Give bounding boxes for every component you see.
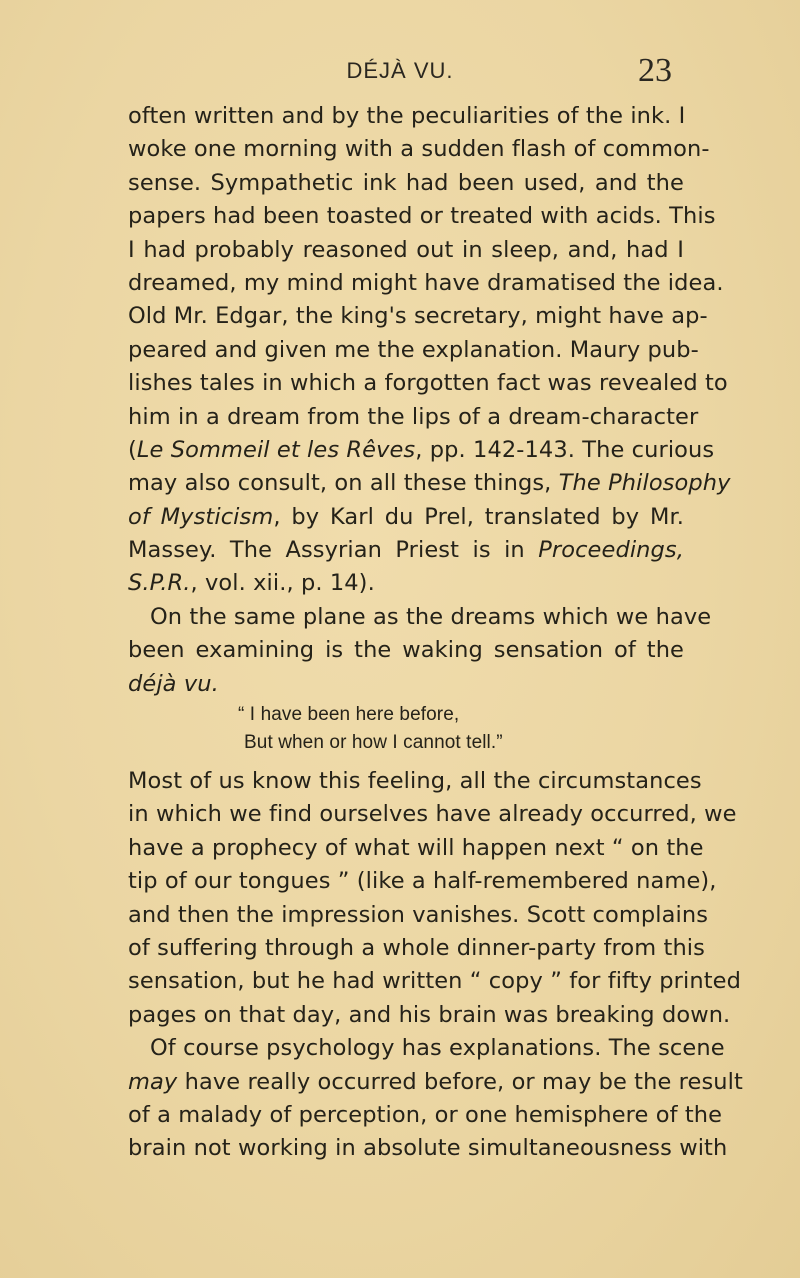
text-line: papers had been toasted or treated with acids. This xyxy=(128,203,716,230)
page-number: 23 xyxy=(638,52,672,89)
text-fragment: may also consult, on all these things, xyxy=(128,470,559,497)
text-fragment: , by Karl du Prel, translated by Mr. xyxy=(273,503,684,530)
journal-title-italic: Proceedings, xyxy=(538,537,684,564)
verse-line: But when or how I cannot tell.” xyxy=(244,732,503,754)
book-title-italic: Le Sommeil et les Rêves xyxy=(136,436,416,463)
verse-line: “ I have been here before, xyxy=(238,704,460,726)
text-line: in which we find ourselves have already occurred, we xyxy=(128,801,737,828)
text-line: dreamed, my mind might have dramatised the idea. xyxy=(128,269,724,296)
text-line xyxy=(128,501,684,534)
text-line: and then the impression vanishes. Scott complains xyxy=(128,901,709,928)
body-text xyxy=(128,100,743,1166)
text-line: tip of our tongues ” (like a half-remembered name), xyxy=(128,868,717,895)
page-header xyxy=(0,52,800,94)
text-line: of suffering through a whole dinner-party from this xyxy=(128,934,705,961)
text-line: On the same plane as the dreams which we have xyxy=(150,603,712,630)
emphasis-italic: may xyxy=(128,1068,178,1095)
text-line: been examining is the waking sensation of the xyxy=(128,637,684,664)
text-fragment: , pp. 142-143. The curious xyxy=(415,436,715,463)
text-line: have a prophecy of what will happen next “ on the xyxy=(128,834,704,861)
text-line xyxy=(128,534,684,567)
text-fragment: Massey. The Assyrian Priest is in xyxy=(128,537,539,564)
text-line: of a malady of perception, or one hemisphere of the xyxy=(128,1101,723,1128)
text-line: peared and given me the explanation. Maury pub- xyxy=(128,336,699,363)
text-fragment: have really occurred before, or may be the result xyxy=(177,1068,743,1095)
text-line xyxy=(128,1066,743,1099)
text-line: brain not working in absolute simultaneousness with xyxy=(128,1135,728,1162)
running-head: DÉJÀ VU. xyxy=(346,58,454,83)
text-line xyxy=(128,467,731,500)
text-line xyxy=(128,567,684,600)
text-line: Old Mr. Edgar, the king's secretary, might have ap- xyxy=(128,303,708,330)
text-line: woke one morning with a sudden flash of common- xyxy=(128,136,710,163)
text-line: Of course psychology has explanations. The scene xyxy=(150,1035,725,1062)
term-italic: déjà vu. xyxy=(128,670,219,697)
book-title-italic: The Philosophy xyxy=(558,470,731,497)
text-line xyxy=(128,434,715,467)
text-fragment: , vol. xii., p. 14). xyxy=(190,570,375,597)
text-line: lishes tales in which a forgotten fact was revealed to xyxy=(128,370,728,397)
text-line: sensation, but he had written “ copy ” for fifty printed xyxy=(128,968,741,995)
text-line xyxy=(128,668,684,701)
text-line: often written and by the peculiarities of the ink. I xyxy=(128,103,686,129)
text-fragment: ( xyxy=(128,436,137,463)
book-title-italic: of Mysticism xyxy=(128,503,274,530)
journal-abbrev-italic: S.P.R. xyxy=(128,570,191,597)
spacer xyxy=(128,757,684,765)
text-line: Most of us know this feeling, all the circumstances xyxy=(128,768,702,795)
text-line: I had probably reasoned out in sleep, and, had I xyxy=(128,236,684,263)
verse-quote xyxy=(128,701,684,757)
text-line: pages on that day, and his brain was breaking down. xyxy=(128,1001,731,1028)
text-line: him in a dream from the lips of a dream-character xyxy=(128,403,699,430)
text-line: sense. Sympathetic ink had been used, and the xyxy=(128,169,684,196)
